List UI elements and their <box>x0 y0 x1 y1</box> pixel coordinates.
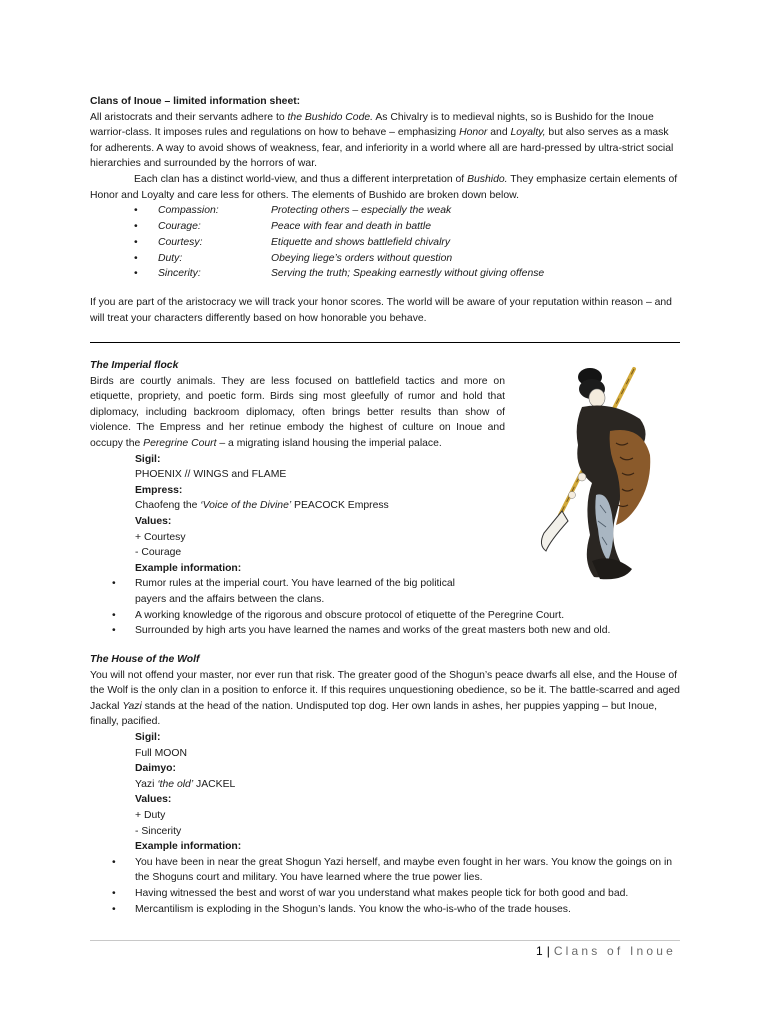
bushido-item <box>90 251 680 267</box>
list-item <box>90 576 460 607</box>
sigil-value: PHOENIX // WINGS and FLAME <box>135 469 287 481</box>
bushido-term: Duty: <box>158 252 183 264</box>
intro-paragraph-2 <box>90 172 680 203</box>
bullet: • <box>134 252 138 264</box>
list-item <box>90 886 680 902</box>
example-text: Mercantilism is exploding in the Shogun’s lands. You know the who-is-who of the trade houses. <box>135 903 571 915</box>
page-number: 1 <box>536 944 543 958</box>
bushido-elements-list <box>90 203 680 282</box>
example-text: Surrounded by high arts you have learned the names and works of the great masters both new and old. <box>135 625 611 637</box>
text-run: You will not offend your master, nor ever run that risk. The greater good of the Shogun’s peace dwarfs all else, and the House of the Wolf is the only clan in a position to enforce it. If this requires unquestioning obedience, so be it. The battle-scarred and aged Jackal <box>90 669 680 712</box>
list-item <box>90 902 680 918</box>
footer-divider <box>90 940 680 941</box>
bullet: • <box>112 609 116 621</box>
bullet: • <box>112 903 116 915</box>
bushido-term: Compassion: <box>158 205 219 217</box>
list-item <box>90 855 680 886</box>
bushido-term: Courtesy: <box>158 236 203 248</box>
bushido-item <box>90 203 680 219</box>
values-label: Values: <box>135 794 172 806</box>
value-plus: + Courtesy <box>135 531 186 543</box>
text-run: and <box>487 127 511 139</box>
wolf-details <box>90 730 680 855</box>
example-label: Example information: <box>135 841 242 853</box>
value-minus: - Sincerity <box>135 825 182 837</box>
bullet: • <box>134 205 138 217</box>
value-minus: - Courage <box>135 547 182 559</box>
example-label: Example information: <box>135 562 242 574</box>
text-run-italic: ‘Voice of the Divine’ <box>200 500 292 512</box>
leader-label: Daimyo: <box>135 763 176 775</box>
text-run-italic: Bushido. <box>467 173 508 185</box>
honor-paragraph-block <box>90 295 680 326</box>
text-run: Birds are courtly animals. They are less focused on battlefield tactics and more on etiquette, propriety, and poetic form. Birds sing most gleefully of rumor and hold that diplomacy, including backroom diplomacy, often brings better results than show of violence. The Empress and her retinue embody the highest of culture on Inoue and occupy the <box>90 375 505 449</box>
example-text: Rumor rules at the imperial court. You have learned of the big political payers and the affairs between the clans. <box>135 578 455 605</box>
text-run: stands at the head of the nation. Undisputed top dog. Her own lands in ashes, her puppies yapping – but Inoue, finally, pacified. <box>90 700 658 728</box>
intro-section <box>90 94 680 282</box>
bullet: • <box>134 236 138 248</box>
sigil-value: Full MOON <box>135 747 187 759</box>
imperial-description <box>90 374 505 452</box>
bullet: • <box>112 625 116 637</box>
text-run: Chaofeng the <box>135 500 201 512</box>
footer-doc-name: Clans of Inoue <box>553 944 676 958</box>
wolf-examples-list <box>90 855 680 917</box>
bushido-desc: Peace with fear and death in battle <box>271 220 432 232</box>
sigil-label: Sigil: <box>135 731 161 743</box>
bullet: • <box>134 220 138 232</box>
page-footer <box>536 944 676 958</box>
text-run-italic: the Bushido Code. <box>287 111 374 123</box>
bushido-desc: Protecting others – especially the weak <box>271 205 452 217</box>
text-run-italic: Yazi <box>122 700 142 712</box>
imperial-examples-list <box>90 576 680 638</box>
text-run: All aristocrats and their servants adhere to <box>90 111 288 123</box>
honor-paragraph: If you are part of the aristocracy we will track your honor scores. The world will be aware of your reputation within reason – and will treat your characters differently based on how honorable you behave. <box>90 297 672 324</box>
example-text: You have been in near the great Shogun Yazi herself, and maybe even fought in her wars. You know the goings on in the Shoguns court and military. You have learned where the true power lies. <box>135 856 673 884</box>
section-divider <box>90 342 680 343</box>
bullet: • <box>134 268 138 280</box>
bushido-term: Courage: <box>158 220 201 232</box>
bushido-desc: Etiquette and shows battlefield chivalry <box>271 236 451 248</box>
text-run: – a migrating island housing the imperial palace. <box>216 437 442 449</box>
text-run: JACKEL <box>193 778 236 790</box>
wolf-title: The House of the Wolf <box>90 654 200 665</box>
text-run: Yazi <box>135 778 158 790</box>
text-run-italic: Honor <box>459 127 488 139</box>
value-plus: + Duty <box>135 809 166 821</box>
bushido-desc: Obeying liege’s orders without question <box>271 252 453 264</box>
list-item <box>90 608 680 624</box>
bushido-desc: Serving the truth; Speaking earnestly without giving offense <box>271 268 545 280</box>
imperial-title: The Imperial flock <box>90 360 179 371</box>
wolf-description <box>90 668 680 730</box>
text-run-italic: Loyalty, <box>510 127 546 139</box>
text-run: As Chivalry is to medieval nights, so is Bushido for the Inoue warrior-class. It imposes rules and regulations on how to behave – emphasizing <box>90 111 654 139</box>
text-run: They emphasize certain elements of Honor and Loyalty and care less for others. The elements of Bushido are broken down below. <box>90 173 678 201</box>
bushido-term: Sincerity: <box>158 268 201 280</box>
text-run: but also serves as a mask for adherents. A way to avoid shows of weakness, fear, and inferiority in a world where all are hard-pressed by ultra-strict social hierarchies and surrounded by the horrors of war. <box>90 127 674 170</box>
example-text: Having witnessed the best and worst of war you understand what makes people tick for both good and bad. <box>135 887 629 899</box>
footer-separator: | <box>546 944 550 958</box>
leader-label: Empress: <box>135 484 183 496</box>
list-item <box>90 623 680 639</box>
bushido-item <box>90 219 680 235</box>
intro-paragraph-1 <box>90 110 680 172</box>
leader-value <box>135 777 680 793</box>
text-run: PEACOCK Empress <box>291 500 389 512</box>
values-label: Values: <box>135 515 172 527</box>
example-text: A working knowledge of the rigorous and obscure protocol of etiquette of the Peregrine Court. <box>135 609 565 621</box>
bullet: • <box>112 887 116 899</box>
text-run-italic: ‘the old’ <box>157 778 194 790</box>
ukiyo-e-woman-illustration <box>512 365 712 583</box>
sheet-heading: Clans of Inoue – limited information sheet: <box>90 96 301 107</box>
bullet: • <box>112 856 116 868</box>
text-run-italic: Peregrine Court <box>143 437 217 449</box>
text-run: Each clan has a distinct world-view, and thus a different interpretation of <box>134 173 468 185</box>
sigil-label: Sigil: <box>135 453 161 465</box>
bushido-item <box>90 266 680 282</box>
bullet: • <box>112 578 116 590</box>
wolf-section <box>90 652 680 917</box>
bushido-item <box>90 235 680 251</box>
